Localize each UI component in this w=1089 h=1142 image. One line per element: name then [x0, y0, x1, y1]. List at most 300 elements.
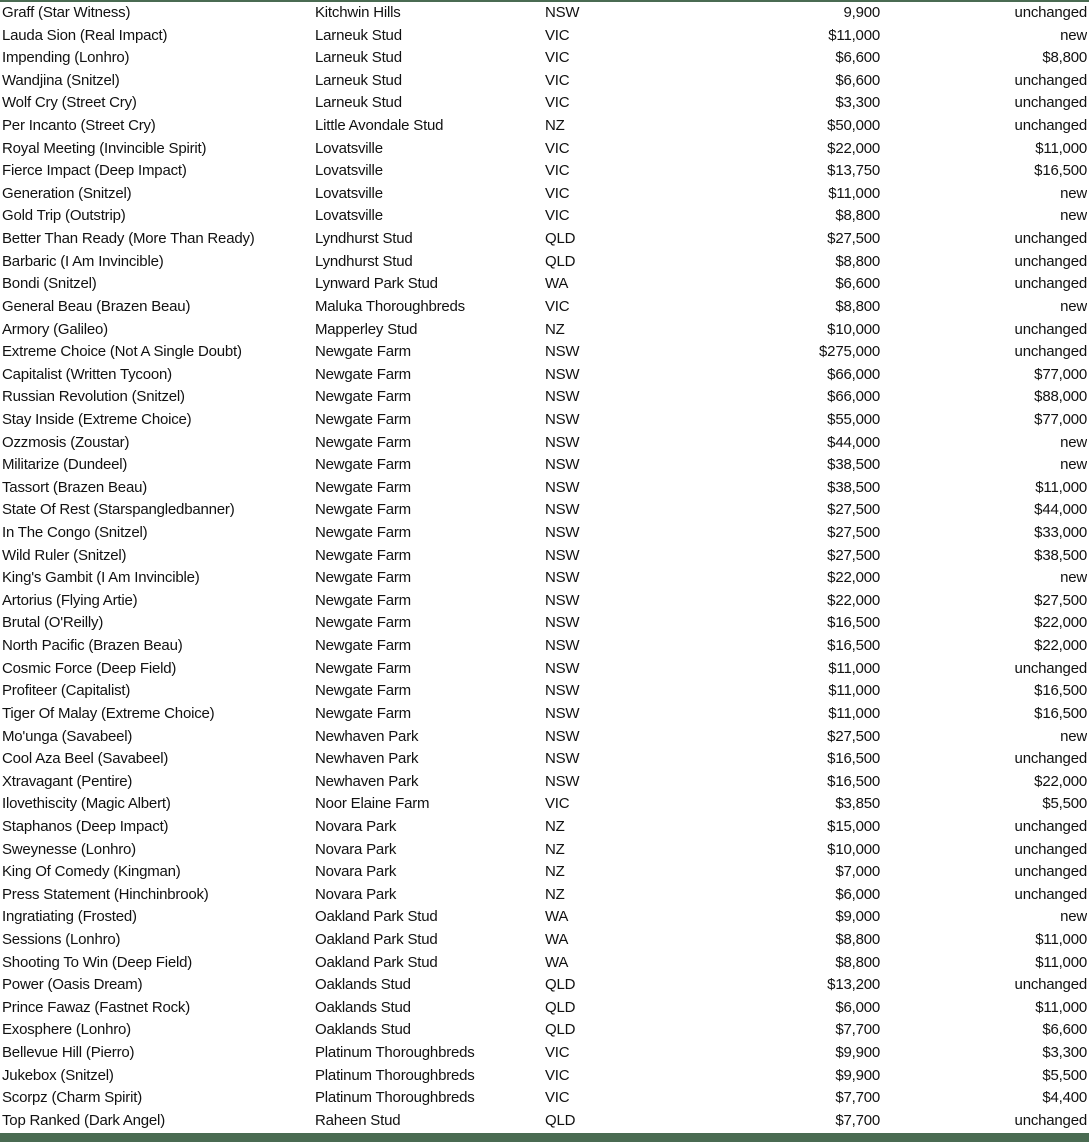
fee-cell: $6,600 [835, 71, 880, 89]
stallion-name-cell: General Beau (Brazen Beau) [2, 297, 191, 315]
change-cell: new [1060, 184, 1087, 202]
stallion-name-cell: Profiteer (Capitalist) [2, 682, 131, 700]
change-cell: unchanged [1014, 320, 1087, 338]
state-cell: QLD [545, 976, 576, 994]
change-cell: unchanged [1014, 840, 1087, 858]
state-cell: NSW [545, 591, 580, 609]
fee-cell: $27,500 [827, 727, 880, 745]
stud-name-cell: Oakland Park Stud [315, 953, 438, 971]
stallion-name-cell: King Of Comedy (Kingman) [2, 863, 181, 881]
stud-name-cell: Novara Park [315, 817, 397, 835]
stud-name-cell: Novara Park [315, 863, 397, 881]
fee-cell: $44,000 [827, 433, 880, 451]
table-row [0, 884, 1089, 907]
change-cell: unchanged [1014, 117, 1087, 135]
fee-cell: $7,700 [835, 1089, 880, 1107]
stallion-name-cell: Per Incanto (Street Cry) [2, 117, 156, 135]
stallion-name-cell: Better Than Ready (More Than Ready) [2, 230, 255, 248]
fee-cell: $6,000 [835, 998, 880, 1016]
table-row [0, 205, 1089, 228]
table-row [0, 748, 1089, 771]
stallion-name-cell: Scorpz (Charm Spirit) [2, 1089, 142, 1107]
fee-cell: $22,000 [827, 139, 880, 157]
stud-name-cell: Newgate Farm [315, 704, 411, 722]
stud-name-cell: Newhaven Park [315, 750, 419, 768]
fee-cell: $7,700 [835, 1111, 880, 1129]
fee-cell: $3,300 [835, 94, 880, 112]
change-cell: $6,600 [1042, 1021, 1087, 1039]
state-cell: NSW [545, 433, 580, 451]
stud-name-cell: Newgate Farm [315, 682, 411, 700]
state-cell: WA [545, 275, 569, 293]
state-cell: QLD [545, 1111, 576, 1129]
stud-name-cell: Kitchwin Hills [315, 4, 401, 21]
stud-name-cell: Lovatsville [315, 162, 383, 180]
table-row [0, 92, 1089, 115]
fee-cell: $8,800 [835, 953, 880, 971]
stud-name-cell: Noor Elaine Farm [315, 795, 430, 813]
stallion-name-cell: Wandjina (Snitzel) [2, 71, 120, 89]
stallion-name-cell: Exosphere (Lonhro) [2, 1021, 131, 1039]
fee-cell: $6,600 [835, 49, 880, 67]
fee-cell: $8,800 [835, 297, 880, 315]
state-cell: VIC [545, 71, 570, 89]
fee-cell: $27,500 [827, 546, 880, 564]
stallion-name-cell: Fierce Impact (Deep Impact) [2, 162, 187, 180]
state-cell: NSW [545, 637, 580, 655]
fee-cell: $22,000 [827, 591, 880, 609]
state-cell: QLD [545, 1021, 576, 1039]
state-cell: NSW [545, 727, 580, 745]
state-cell: VIC [545, 49, 570, 67]
stud-name-cell: Newgate Farm [315, 569, 411, 587]
change-cell: new [1060, 727, 1087, 745]
stud-name-cell: Newgate Farm [315, 591, 411, 609]
stud-name-cell: Newgate Farm [315, 410, 411, 428]
table-row [0, 432, 1089, 455]
state-cell: NZ [545, 863, 565, 881]
state-cell: NZ [545, 117, 565, 135]
change-cell: $5,500 [1042, 1066, 1087, 1084]
table-row [0, 952, 1089, 975]
stallion-name-cell: Cosmic Force (Deep Field) [2, 659, 177, 677]
stallion-name-cell: Stay Inside (Extreme Choice) [2, 410, 192, 428]
state-cell: VIC [545, 1089, 570, 1107]
table-row [0, 25, 1089, 48]
fee-cell: $16,500 [827, 772, 880, 790]
fee-cell: $11,000 [828, 26, 880, 44]
stud-name-cell: Larneuk Stud [315, 49, 402, 67]
change-cell: new [1060, 908, 1087, 926]
table-row [0, 2, 1089, 25]
table-row [0, 1087, 1089, 1110]
table-row [0, 364, 1089, 387]
table-row [0, 138, 1089, 161]
change-cell: new [1060, 569, 1087, 587]
change-cell: unchanged [1014, 817, 1087, 835]
state-cell: VIC [545, 795, 570, 813]
table-row [0, 997, 1089, 1020]
stallion-name-cell: Cool Aza Beel (Savabeel) [2, 750, 169, 768]
stud-name-cell: Newhaven Park [315, 727, 419, 745]
stallion-name-cell: State Of Rest (Starspangledbanner) [2, 501, 235, 519]
change-cell: unchanged [1014, 230, 1087, 248]
change-cell: $11,000 [1035, 139, 1087, 157]
stud-name-cell: Newgate Farm [315, 501, 411, 519]
stallion-name-cell: Xtravagant (Pentire) [2, 772, 133, 790]
stud-name-cell: Newgate Farm [315, 456, 411, 474]
table-row [0, 341, 1089, 364]
table-row [0, 1065, 1089, 1088]
fee-cell: $22,000 [827, 569, 880, 587]
stud-name-cell: Larneuk Stud [315, 71, 402, 89]
stud-name-cell: Little Avondale Stud [315, 117, 444, 135]
fee-cell: $10,000 [827, 320, 880, 338]
state-cell: VIC [545, 297, 570, 315]
state-cell: NSW [545, 524, 580, 542]
table-row [0, 839, 1089, 862]
stud-name-cell: Newgate Farm [315, 659, 411, 677]
change-cell: new [1060, 297, 1087, 315]
fee-cell: $27,500 [827, 524, 880, 542]
state-cell: NSW [545, 704, 580, 722]
fee-cell: $8,800 [835, 207, 880, 225]
stallion-name-cell: Jukebox (Snitzel) [2, 1066, 114, 1084]
fee-cell: $9,900 [835, 1066, 880, 1084]
stallion-name-cell: Power (Oasis Dream) [2, 976, 143, 994]
state-cell: NSW [545, 365, 580, 383]
change-cell: $22,000 [1034, 614, 1087, 632]
stud-name-cell: Newgate Farm [315, 365, 411, 383]
state-cell: NSW [545, 659, 580, 677]
table-row [0, 251, 1089, 274]
stud-name-cell: Platinum Thoroughbreds [315, 1089, 475, 1107]
stallion-name-cell: Extreme Choice (Not A Single Doubt) [2, 343, 242, 361]
stallion-name-cell: King's Gambit (I Am Invincible) [2, 569, 200, 587]
state-cell: VIC [545, 26, 570, 44]
change-cell: unchanged [1014, 94, 1087, 112]
change-cell: new [1060, 433, 1087, 451]
change-cell: unchanged [1014, 976, 1087, 994]
fee-cell: $13,750 [827, 162, 880, 180]
state-cell: NSW [545, 343, 580, 361]
stud-name-cell: Lovatsville [315, 139, 383, 157]
stallion-name-cell: Press Statement (Hinchinbrook) [2, 885, 209, 903]
stud-name-cell: Newgate Farm [315, 524, 411, 542]
fee-cell: $6,000 [835, 885, 880, 903]
bottom-accent-bar [0, 1133, 1089, 1142]
state-cell: NSW [545, 750, 580, 768]
state-cell: NSW [545, 4, 580, 21]
stud-name-cell: Newgate Farm [315, 614, 411, 632]
table-row [0, 590, 1089, 613]
stud-name-cell: Newgate Farm [315, 388, 411, 406]
change-cell: unchanged [1014, 275, 1087, 293]
table-row [0, 861, 1089, 884]
fee-cell: $50,000 [827, 117, 880, 135]
state-cell: VIC [545, 162, 570, 180]
stallion-name-cell: Ozzmosis (Zoustar) [2, 433, 130, 451]
table-row [0, 386, 1089, 409]
stud-name-cell: Raheen Stud [315, 1111, 401, 1129]
table-row [0, 296, 1089, 319]
stallion-name-cell: Militarize (Dundeel) [2, 456, 128, 474]
table-row [0, 454, 1089, 477]
change-cell: $77,000 [1034, 365, 1087, 383]
state-cell: NZ [545, 885, 565, 903]
stallion-name-cell: Shooting To Win (Deep Field) [2, 953, 193, 971]
change-cell: unchanged [1014, 343, 1087, 361]
stallion-name-cell: Armory (Galileo) [2, 320, 108, 338]
table-row [0, 974, 1089, 997]
table-row [0, 658, 1089, 681]
change-cell: new [1060, 26, 1087, 44]
stallion-name-cell: Wild Ruler (Snitzel) [2, 546, 127, 564]
stud-name-cell: Oaklands Stud [315, 1021, 411, 1039]
stallion-name-cell: Graff (Star Witness) [2, 4, 131, 21]
stud-name-cell: Mapperley Stud [315, 320, 418, 338]
change-cell: $3,300 [1042, 1044, 1087, 1062]
table-row [0, 1042, 1089, 1065]
fee-cell: $38,500 [827, 478, 880, 496]
stallion-name-cell: Generation (Snitzel) [2, 184, 132, 202]
state-cell: WA [545, 908, 569, 926]
table-row [0, 228, 1089, 251]
fee-cell: $6,600 [835, 275, 880, 293]
state-cell: WA [545, 953, 569, 971]
fee-cell: $8,800 [835, 252, 880, 270]
change-cell: $88,000 [1034, 388, 1087, 406]
change-cell: $22,000 [1034, 772, 1087, 790]
table-row [0, 183, 1089, 206]
stud-name-cell: Newgate Farm [315, 637, 411, 655]
stallion-name-cell: Impending (Lonhro) [2, 49, 130, 67]
fee-cell: $11,000 [828, 659, 880, 677]
fee-cell: $9,000 [835, 908, 880, 926]
change-cell: $33,000 [1034, 524, 1087, 542]
fee-cell: $3,850 [835, 795, 880, 813]
table-row [0, 816, 1089, 839]
stud-name-cell: Newgate Farm [315, 433, 411, 451]
change-cell: $11,000 [1035, 930, 1087, 948]
change-cell: $11,000 [1035, 953, 1087, 971]
stallion-name-cell: Brutal (O'Reilly) [2, 614, 104, 632]
fee-cell: $16,500 [827, 614, 880, 632]
stud-name-cell: Lynward Park Stud [315, 275, 438, 293]
change-cell: unchanged [1014, 863, 1087, 881]
stallion-name-cell: Gold Trip (Outstrip) [2, 207, 126, 225]
fee-cell: $16,500 [827, 750, 880, 768]
table-row [0, 635, 1089, 658]
stud-name-cell: Lyndhurst Stud [315, 230, 413, 248]
state-cell: QLD [545, 252, 576, 270]
state-cell: NSW [545, 614, 580, 632]
stud-fee-table [0, 2, 1089, 1132]
stud-name-cell: Novara Park [315, 885, 397, 903]
table-row [0, 409, 1089, 432]
change-cell: unchanged [1014, 252, 1087, 270]
state-cell: QLD [545, 998, 576, 1016]
stallion-name-cell: Ingratiating (Frosted) [2, 908, 137, 926]
change-cell: $16,500 [1034, 682, 1087, 700]
stallion-name-cell: Bellevue Hill (Pierro) [2, 1044, 135, 1062]
state-cell: WA [545, 930, 569, 948]
fee-cell: $66,000 [827, 365, 880, 383]
table-row [0, 522, 1089, 545]
fee-cell: $11,000 [828, 704, 880, 722]
state-cell: NSW [545, 569, 580, 587]
stud-name-cell: Lovatsville [315, 207, 383, 225]
change-cell: $4,400 [1042, 1089, 1087, 1107]
stallion-name-cell: Sweynesse (Lonhro) [2, 840, 136, 858]
fee-cell: $38,500 [827, 456, 880, 474]
fee-cell: $10,000 [827, 840, 880, 858]
fee-cell: $13,200 [827, 976, 880, 994]
stud-name-cell: Oaklands Stud [315, 998, 411, 1016]
change-cell: $77,000 [1034, 410, 1087, 428]
fee-cell: $27,500 [827, 230, 880, 248]
table-row [0, 160, 1089, 183]
fee-cell: $16,500 [827, 637, 880, 655]
table-row [0, 1110, 1089, 1133]
state-cell: NSW [545, 501, 580, 519]
stallion-name-cell: Mo'unga (Savabeel) [2, 727, 133, 745]
table-row [0, 680, 1089, 703]
stud-name-cell: Platinum Thoroughbreds [315, 1066, 475, 1084]
change-cell: $22,000 [1034, 637, 1087, 655]
stud-name-cell: Maluka Thoroughbreds [315, 297, 465, 315]
table-row [0, 273, 1089, 296]
change-cell: new [1060, 207, 1087, 225]
stallion-name-cell: Staphanos (Deep Impact) [2, 817, 169, 835]
stud-name-cell: Oaklands Stud [315, 976, 411, 994]
stud-name-cell: Larneuk Stud [315, 26, 402, 44]
state-cell: QLD [545, 230, 576, 248]
table-row [0, 906, 1089, 929]
state-cell: NZ [545, 840, 565, 858]
state-cell: NSW [545, 388, 580, 406]
state-cell: NZ [545, 817, 565, 835]
change-cell: unchanged [1014, 750, 1087, 768]
fee-cell: $11,000 [828, 184, 880, 202]
state-cell: NSW [545, 456, 580, 474]
stallion-name-cell: Barbaric (I Am Invincible) [2, 252, 164, 270]
stud-name-cell: Newgate Farm [315, 343, 411, 361]
state-cell: NSW [545, 682, 580, 700]
state-cell: VIC [545, 94, 570, 112]
fee-cell: $15,000 [827, 817, 880, 835]
state-cell: VIC [545, 1044, 570, 1062]
change-cell: $5,500 [1042, 795, 1087, 813]
fee-cell: $11,000 [828, 682, 880, 700]
change-cell: $16,500 [1034, 704, 1087, 722]
stud-name-cell: Larneuk Stud [315, 94, 402, 112]
fee-cell: $8,800 [835, 930, 880, 948]
change-cell: unchanged [1014, 1111, 1087, 1129]
state-cell: NSW [545, 546, 580, 564]
table-row [0, 793, 1089, 816]
state-cell: VIC [545, 184, 570, 202]
stallion-name-cell: Tiger Of Malay (Extreme Choice) [2, 704, 215, 722]
table-row [0, 703, 1089, 726]
change-cell: $8,800 [1042, 49, 1087, 67]
stud-name-cell: Newhaven Park [315, 772, 419, 790]
table-row [0, 499, 1089, 522]
stud-name-cell: Lyndhurst Stud [315, 252, 413, 270]
change-cell: unchanged [1014, 71, 1087, 89]
state-cell: VIC [545, 1066, 570, 1084]
fee-cell: $9,900 [835, 1044, 880, 1062]
fee-cell: $275,000 [819, 343, 880, 361]
change-cell: unchanged [1014, 4, 1087, 21]
fee-cell: 9,900 [843, 4, 880, 21]
table-row [0, 726, 1089, 749]
stallion-name-cell: Russian Revolution (Snitzel) [2, 388, 185, 406]
table-row [0, 477, 1089, 500]
stallion-name-cell: North Pacific (Brazen Beau) [2, 637, 183, 655]
stallion-name-cell: Royal Meeting (Invincible Spirit) [2, 139, 207, 157]
stallion-name-cell: Prince Fawaz (Fastnet Rock) [2, 998, 190, 1016]
change-cell: $44,000 [1034, 501, 1087, 519]
stud-name-cell: Oakland Park Stud [315, 930, 438, 948]
state-cell: NSW [545, 410, 580, 428]
stallion-name-cell: Lauda Sion (Real Impact) [2, 26, 168, 44]
change-cell: $11,000 [1035, 478, 1087, 496]
stallion-name-cell: In The Congo (Snitzel) [2, 524, 148, 542]
stud-name-cell: Oakland Park Stud [315, 908, 438, 926]
table-row [0, 47, 1089, 70]
stallion-name-cell: Ilovethiscity (Magic Albert) [2, 795, 171, 813]
change-cell: unchanged [1014, 885, 1087, 903]
stallion-name-cell: Wolf Cry (Street Cry) [2, 94, 137, 112]
stud-name-cell: Novara Park [315, 840, 397, 858]
state-cell: VIC [545, 139, 570, 157]
stallion-name-cell: Bondi (Snitzel) [2, 275, 97, 293]
change-cell: $27,500 [1034, 591, 1087, 609]
stallion-name-cell: Tassort (Brazen Beau) [2, 478, 148, 496]
state-cell: NSW [545, 478, 580, 496]
state-cell: NSW [545, 772, 580, 790]
table-row [0, 1019, 1089, 1042]
fee-cell: $66,000 [827, 388, 880, 406]
change-cell: $11,000 [1035, 998, 1087, 1016]
state-cell: VIC [545, 207, 570, 225]
change-cell: $38,500 [1034, 546, 1087, 564]
fee-cell: $55,000 [827, 410, 880, 428]
stud-name-cell: Newgate Farm [315, 478, 411, 496]
stud-name-cell: Lovatsville [315, 184, 383, 202]
table-row [0, 612, 1089, 635]
stallion-name-cell: Top Ranked (Dark Angel) [2, 1111, 165, 1129]
table-row [0, 115, 1089, 138]
table-row [0, 567, 1089, 590]
state-cell: NZ [545, 320, 565, 338]
table-row [0, 771, 1089, 794]
table-row [0, 929, 1089, 952]
stud-name-cell: Platinum Thoroughbreds [315, 1044, 475, 1062]
fee-cell: $7,000 [835, 863, 880, 881]
stud-name-cell: Newgate Farm [315, 546, 411, 564]
stallion-name-cell: Sessions (Lonhro) [2, 930, 121, 948]
change-cell: unchanged [1014, 659, 1087, 677]
fee-cell: $27,500 [827, 501, 880, 519]
table-row [0, 319, 1089, 342]
fee-cell: $7,700 [835, 1021, 880, 1039]
table-row [0, 545, 1089, 568]
change-cell: new [1060, 456, 1087, 474]
stallion-name-cell: Artorius (Flying Artie) [2, 591, 138, 609]
stallion-name-cell: Capitalist (Written Tycoon) [2, 365, 172, 383]
